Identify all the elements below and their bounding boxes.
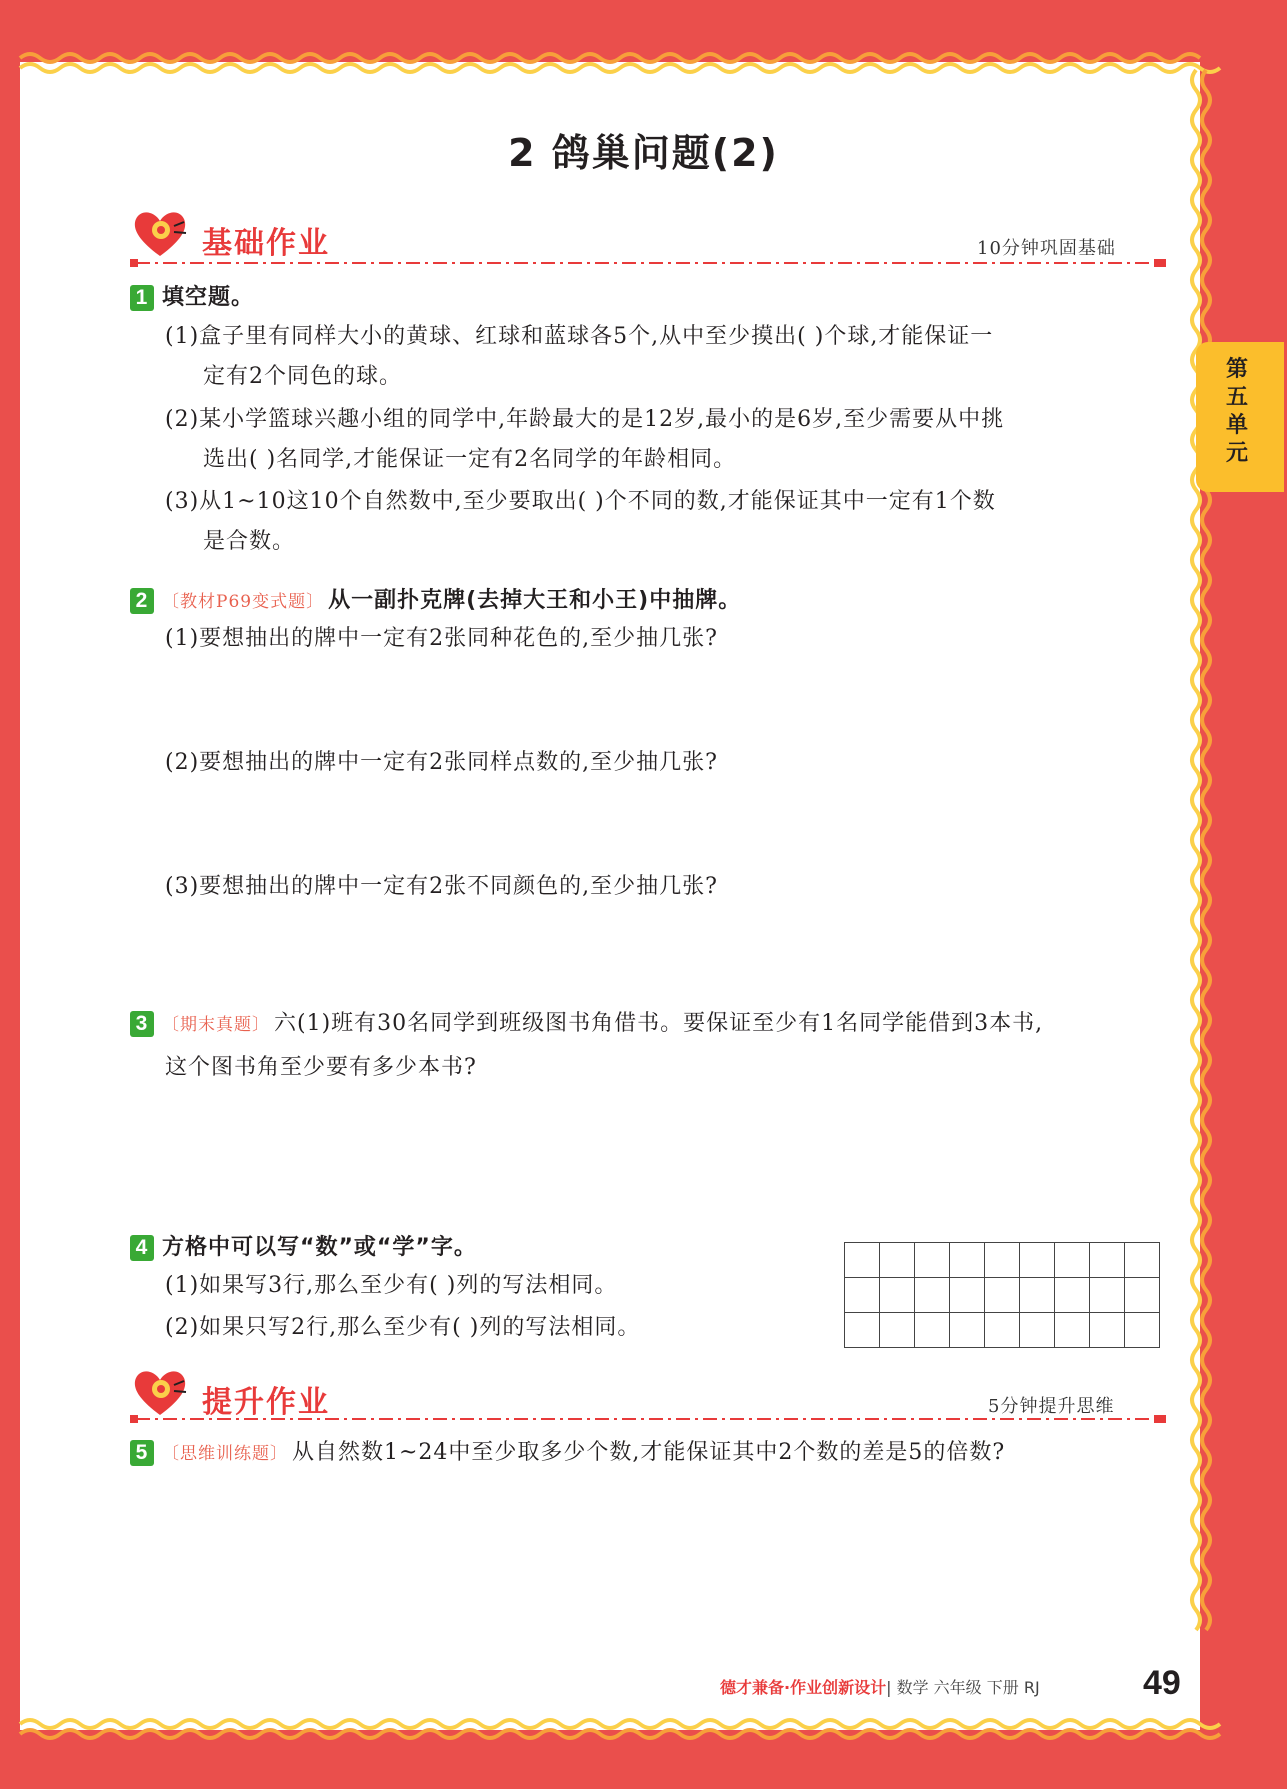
section-title-advanced: 提升作业: [202, 1385, 330, 1420]
page-title: 2 鸽巢问题(2): [508, 131, 779, 175]
footer-brand: 德才兼备·作业创新设计: [720, 1678, 887, 1697]
question-1-header: [130, 280, 254, 311]
section-divider: [130, 1412, 1170, 1426]
question-3-text: 六(1)班有30名同学到班级图书角借书。要保证至少有1名同学能借到3本书,: [274, 1011, 1044, 1036]
question-1-line: (1)盒子里有同样大小的黄球、红球和蓝球各5个,从中至少摸出( )个球,才能保证一: [165, 324, 994, 349]
question-4-sub: (2)如果只写2行,那么至少有( )列的写法相同。: [165, 1315, 641, 1340]
section-note-basic: 10分钟巩固基础: [977, 238, 1116, 259]
question-tag: 〔期末真题〕: [162, 1015, 270, 1035]
question-4-header: [130, 1230, 477, 1261]
question-number-badge: 1: [130, 285, 154, 311]
question-number-badge: 3: [130, 1011, 154, 1037]
question-5-text: 从自然数1~24中至少取多少个数,才能保证其中2个数的差是5的倍数?: [292, 1440, 1006, 1465]
question-3-line: 这个图书角至少要有多少本书?: [165, 1055, 477, 1080]
unit-side-tab: [1196, 342, 1284, 492]
question-number-badge: 5: [130, 1440, 154, 1466]
question-1-line: 是合数。: [203, 529, 296, 554]
question-2-header: [130, 583, 741, 614]
question-1-line: 定有2个同色的球。: [203, 364, 402, 389]
question-2-title: 从一副扑克牌(去掉大王和小王)中抽牌。: [328, 588, 742, 613]
question-3-line: [130, 1009, 1043, 1040]
question-1-line: (3)从1~10这10个自然数中,至少要取出( )个不同的数,才能保证其中一定有1个数: [165, 489, 996, 514]
section-divider: [130, 256, 1170, 270]
question-4-sub: (1)如果写3行,那么至少有( )列的写法相同。: [165, 1273, 618, 1298]
page-number: 49: [1143, 1664, 1181, 1702]
question-2-sub: (1)要想抽出的牌中一定有2张同种花色的,至少抽几张?: [165, 626, 718, 651]
question-number-badge: 2: [130, 588, 154, 614]
question-tag: 〔教材P69变式题〕: [162, 592, 325, 612]
question-2-sub: (2)要想抽出的牌中一定有2张同样点数的,至少抽几张?: [165, 750, 718, 775]
question-tag: 〔思维训练题〕: [162, 1444, 288, 1464]
question-5-line: [130, 1438, 1005, 1469]
question-2-sub: (3)要想抽出的牌中一定有2张不同颜色的,至少抽几张?: [165, 874, 718, 899]
question-4-title: 方格中可以写“数”或“学”字。: [162, 1235, 477, 1260]
writing-grid: [844, 1242, 1160, 1348]
section-note-advanced: 5分钟提升思维: [988, 1396, 1115, 1417]
section-title-basic: 基础作业: [202, 226, 330, 261]
heart-mascot-icon: [128, 206, 192, 260]
question-1-title: 填空题。: [162, 285, 255, 310]
unit-side-tab-label: 第五单元: [1225, 357, 1248, 466]
footer-book-info: | 数学 六年级 下册 RJ: [886, 1678, 1040, 1697]
question-number-badge: 4: [130, 1235, 154, 1261]
question-1-line: (2)某小学篮球兴趣小组的同学中,年龄最大的是12岁,最小的是6岁,至少需要从中挑: [165, 407, 1005, 432]
footer-info: [720, 1675, 1040, 1698]
question-1-line: 选出( )名同学,才能保证一定有2名同学的年龄相同。: [203, 447, 737, 472]
heart-mascot-icon: [128, 1365, 192, 1419]
